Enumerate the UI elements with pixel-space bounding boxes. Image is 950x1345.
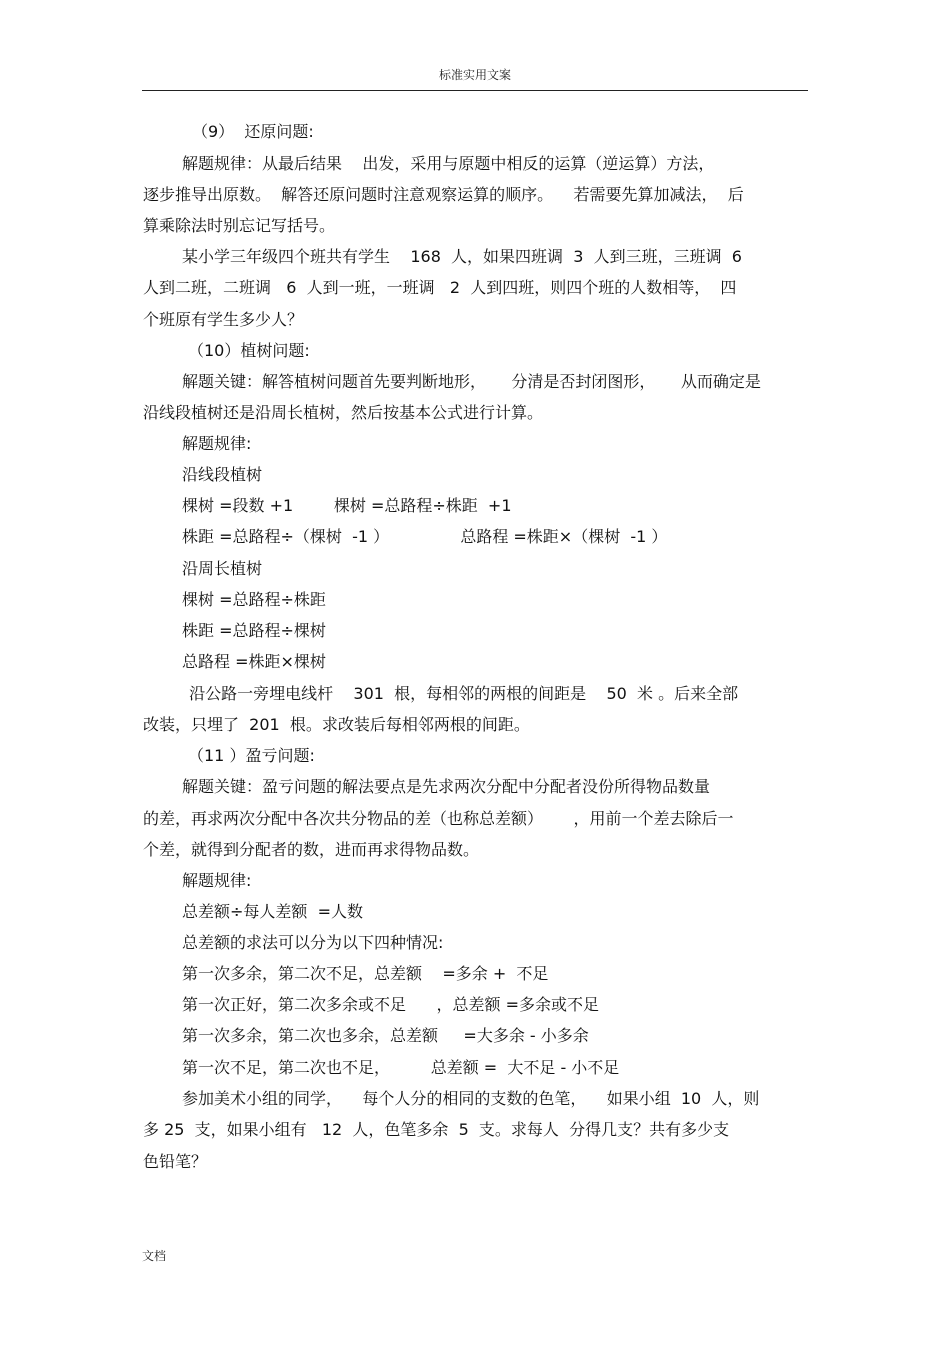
paragraph-line: 解题规律：从最后结果 出发，采用与原题中相反的运算（逆运算）方法， — [182, 154, 715, 173]
paragraph-line: 沿公路一旁埋电线杆 301 根，每相邻的两根的间距是 50 米 。后来全部 — [184, 684, 739, 703]
paragraph-line: 算乘除法时别忘记写括号。 — [143, 216, 336, 235]
paragraph-line: 解题规律: — [182, 434, 252, 453]
formula-line: 株距 =总路程÷棵树 — [182, 621, 326, 640]
formula-line: 总路程 =株距×棵树 — [182, 652, 326, 671]
formula-line: 第一次不足，第二次也不足， 总差额 = 大不足 - 小不足 — [182, 1058, 620, 1077]
formula-line: 第一次多余，第二次不足，总差额 =多余 + 不足 — [182, 964, 549, 983]
paragraph-line: 总差额的求法可以分为以下四种情况: — [182, 933, 444, 952]
page-header-title: 标准实用文案 — [438, 68, 511, 82]
paragraph-line: 沿线段植树 — [182, 465, 263, 484]
paragraph-line: 某小学三年级四个班共有学生 168 人，如果四班调 3 人到三班，三班调 6 — [182, 247, 742, 266]
paragraph-line: 人到二班，二班调 6 人到一班，一班调 2 人到四班，则四个班的人数相等， 四 — [143, 278, 737, 297]
paragraph-line: 解题关键：盈亏问题的解法要点是先求两次分配中分配者没份所得物品数量 — [182, 777, 711, 796]
paragraph-line: 沿线段植树还是沿周长植树，然后按基本公式进行计算。 — [143, 403, 544, 422]
paragraph-line: 沿周长植树 — [182, 559, 263, 578]
formula-line: 总差额÷每人差额 =人数 — [182, 902, 363, 921]
section-9-heading: （9） 还原问题: — [192, 122, 314, 141]
formula-line: 棵树 =总路程÷株距 — [182, 590, 326, 609]
paragraph-line: 色铅笔？ — [143, 1152, 208, 1171]
paragraph-line: 改装，只埋了 201 根。求改装后每相邻两根的间距。 — [143, 715, 530, 734]
formula-line: 第一次正好，第二次多余或不足 ，总差额 =多余或不足 — [182, 995, 600, 1014]
paragraph-line: 多 25 支，如果小组有 12 人，色笔多余 5 支。求每人 分得几支？共有多少支 — [143, 1120, 730, 1139]
section-11-heading: （11 ）盈亏问题: — [188, 746, 315, 765]
paragraph-line: 解题规律: — [182, 871, 252, 890]
formula-line: 株距 =总路程÷（棵树 -1 ） 总路程 =株距×（棵树 -1 ） — [182, 527, 668, 546]
formula-line: 第一次多余，第二次也多余，总差额 =大多余 - 小多余 — [182, 1026, 589, 1045]
paragraph-line: 个班原有学生多少人？ — [143, 310, 304, 329]
formula-line: 棵树 =段数 +1 棵树 =总路程÷株距 +1 — [182, 496, 512, 515]
paragraph-line: 的差，再求两次分配中各次共分物品的差（也称总差额） ，用前一个差去除后一 — [143, 809, 734, 828]
paragraph-line: 参加美术小组的同学， 每个人分的相同的支数的色笔， 如果小组 10 人，则 — [182, 1089, 760, 1108]
paragraph-line: 个差，就得到分配者的数，进而再求得物品数。 — [143, 840, 480, 859]
section-10-heading: （10）植树问题: — [188, 341, 310, 360]
header-divider — [142, 90, 808, 91]
paragraph-line: 逐步推导出原数。 解答还原问题时注意观察运算的顺序。 若需要先算加减法， 后 — [143, 185, 744, 204]
paragraph-line: 解题关键：解答植树问题首先要判断地形， 分清是否封闭图形， 从而确定是 — [182, 372, 761, 391]
page-footer-label: 文档 — [142, 1249, 167, 1263]
